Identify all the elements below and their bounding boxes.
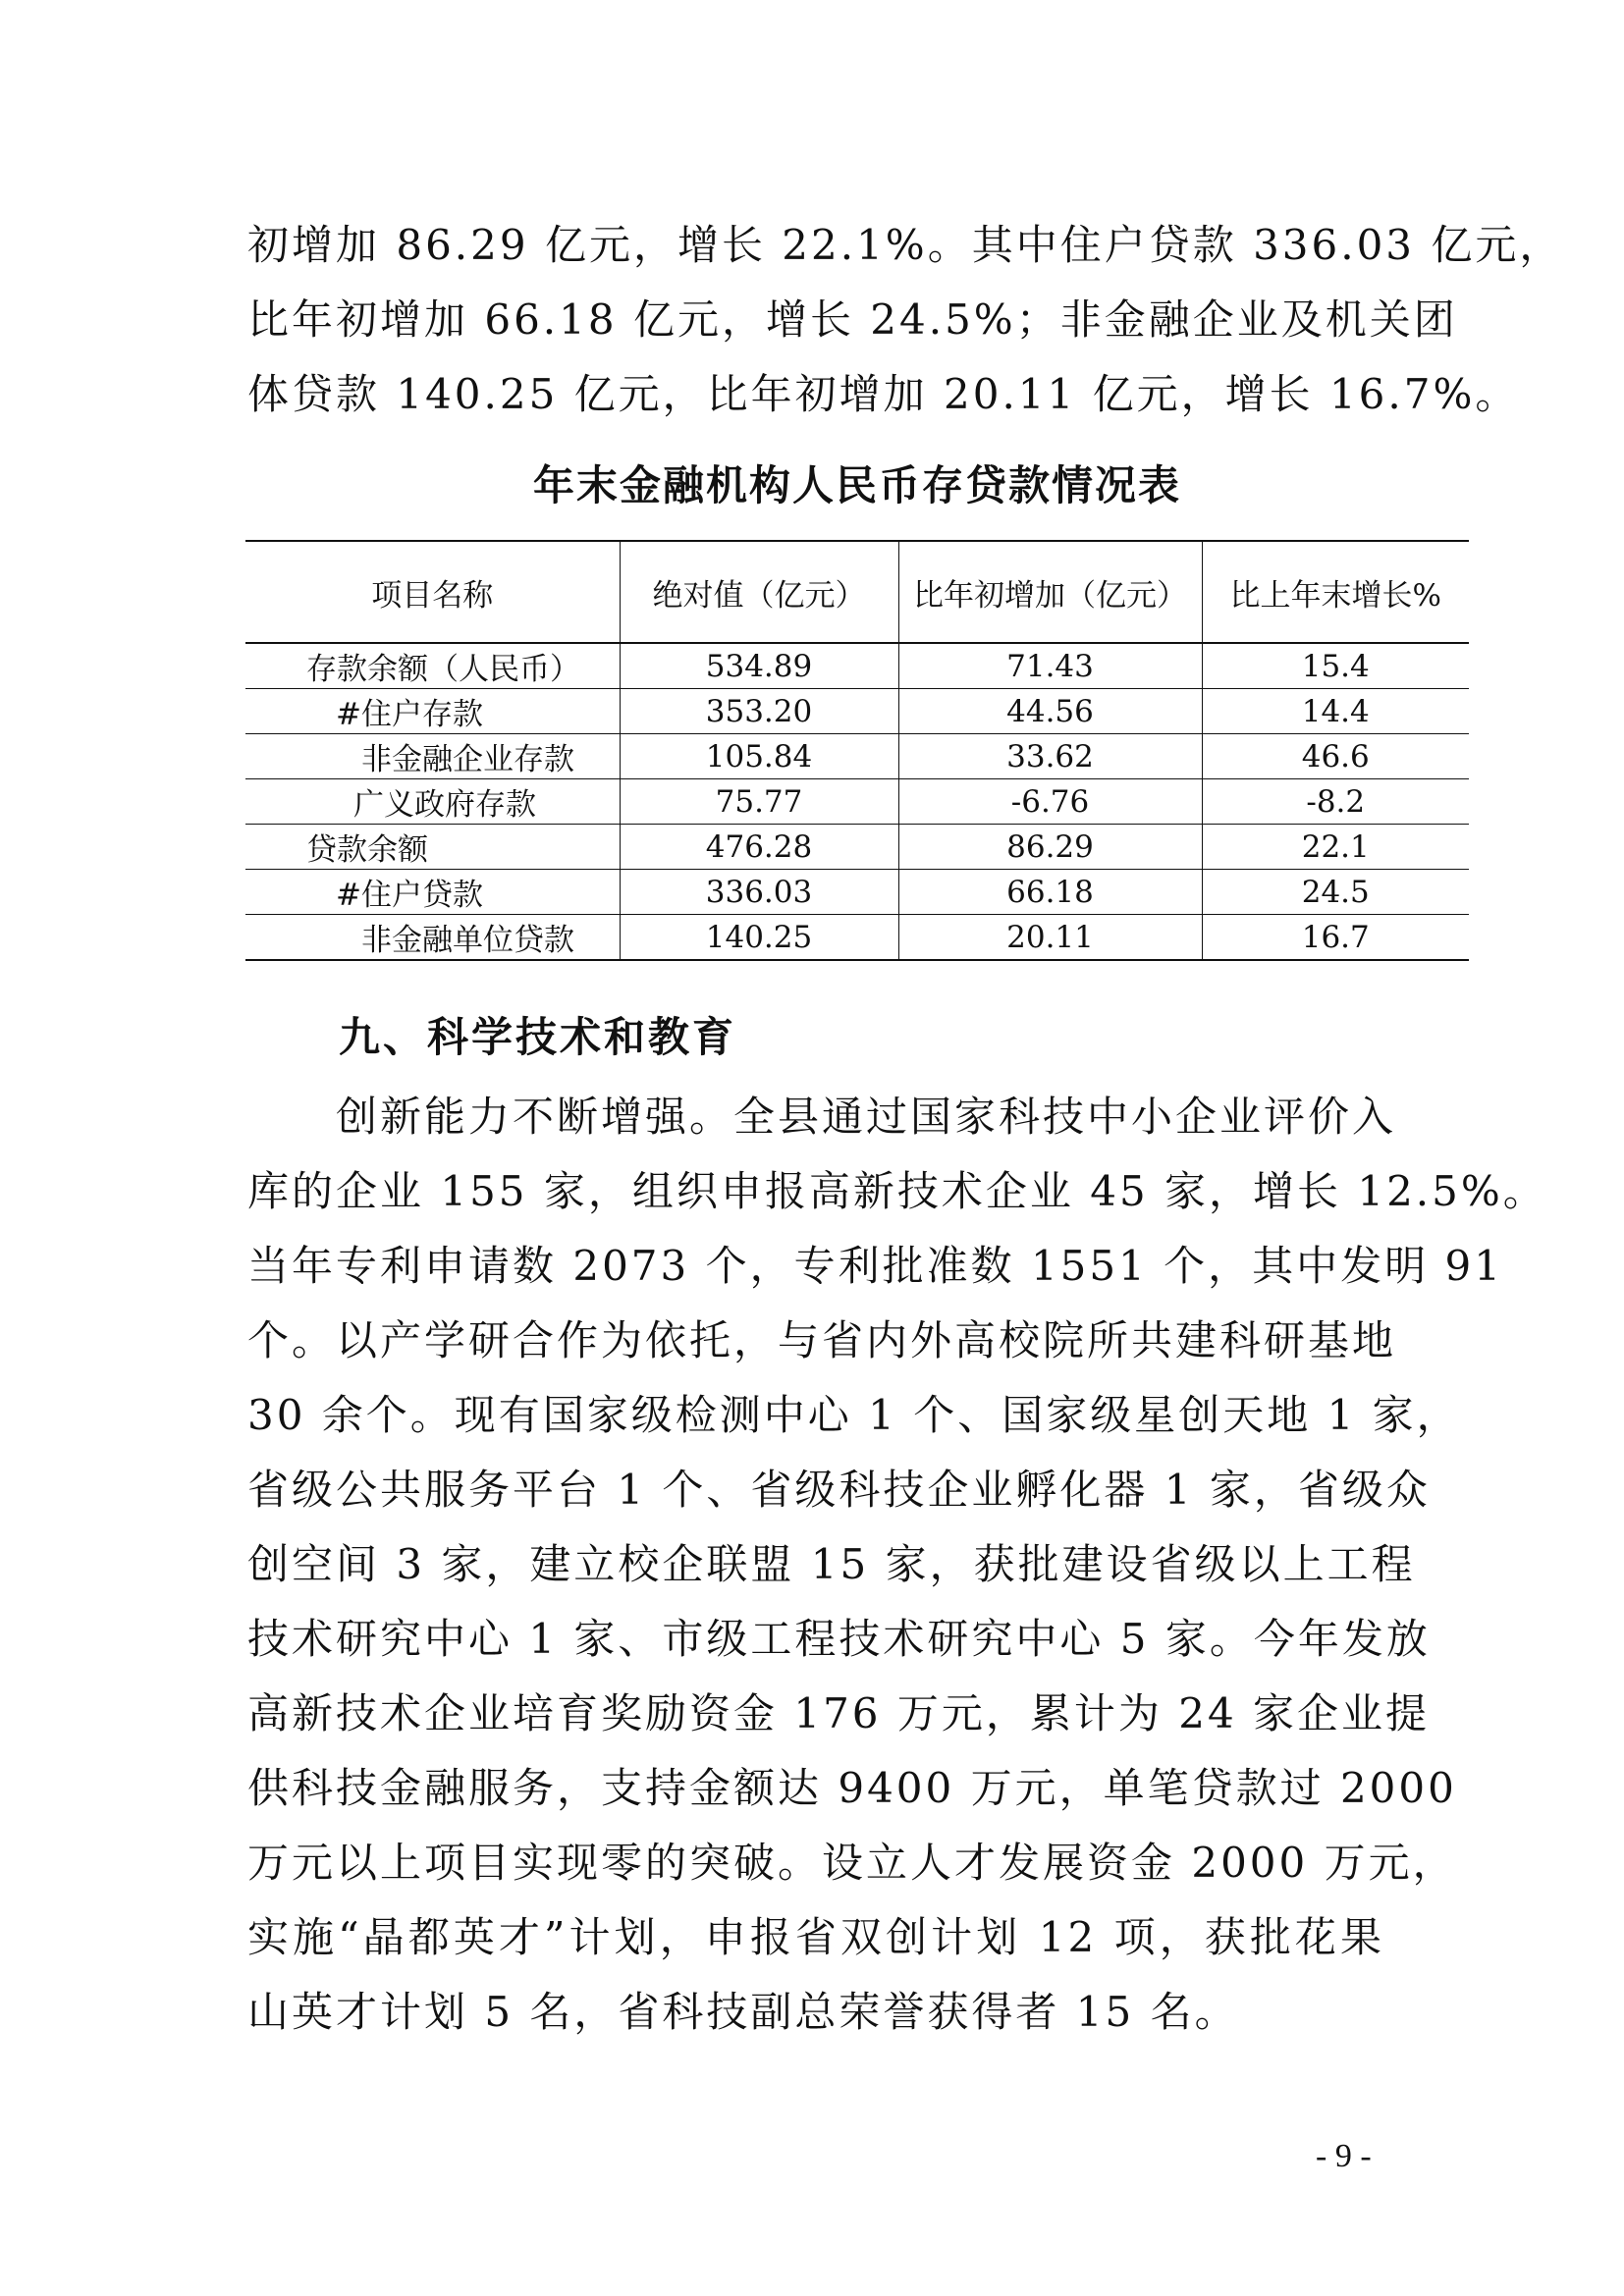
- row-absolute: 336.03: [620, 870, 898, 915]
- row-absolute: 534.89: [620, 643, 898, 689]
- header-increase: 比年初增加（亿元）: [898, 541, 1202, 643]
- header-absolute-value: 绝对值（亿元）: [620, 541, 898, 643]
- text-line: 技术研究中心 1 家、市级工程技术研究中心 5 家。今年发放: [247, 1615, 1431, 1663]
- table-row: [245, 915, 1469, 961]
- row-increase: 20.11: [898, 915, 1202, 961]
- text-line: 创空间 3 家，建立校企联盟 15 家，获批建设省级以上工程: [247, 1540, 1416, 1588]
- text-line: 省级公共服务平台 1 个、省级科技企业孵化器 1 家，省级众: [247, 1466, 1431, 1514]
- text-line: 创新能力不断增强。全县通过国家科技中小企业评价入: [247, 1093, 1397, 1141]
- row-absolute: 75.77: [620, 779, 898, 825]
- row-name: 非金融单位贷款: [245, 915, 620, 961]
- row-increase: -6.76: [898, 779, 1202, 825]
- row-absolute: 353.20: [620, 689, 898, 734]
- table-row: [245, 689, 1469, 734]
- header-growth: 比上年末增长%: [1202, 541, 1469, 643]
- row-absolute: 476.28: [620, 825, 898, 870]
- table-row: [245, 825, 1469, 870]
- text-line: 高新技术企业培育奖励资金 176 万元，累计为 24 家企业提: [247, 1689, 1431, 1737]
- page-number: - 9 -: [1316, 2138, 1372, 2174]
- text-line: 个。以产学研合作为依托，与省内外高校院所共建科研基地: [247, 1316, 1397, 1364]
- section-heading: 九、科学技术和教育: [339, 1013, 737, 1061]
- row-growth: -8.2: [1202, 779, 1469, 825]
- text-line: 初增加 86.29 亿元，增长 22.1%。其中住户贷款 336.03 亿元，: [247, 221, 1564, 269]
- table-title: 年末金融机构人民币存贷款情况表: [532, 461, 1181, 509]
- table-row: [245, 870, 1469, 915]
- row-increase: 71.43: [898, 643, 1202, 689]
- header-item-name: 项目名称: [245, 541, 620, 643]
- row-growth: 14.4: [1202, 689, 1469, 734]
- text-line: 比年初增加 66.18 亿元，增长 24.5%；非金融企业及机关团: [247, 295, 1458, 344]
- row-increase: 33.62: [898, 734, 1202, 779]
- row-increase: 44.56: [898, 689, 1202, 734]
- deposit-loan-table: [245, 540, 1469, 961]
- text-line: 山英才计划 5 名，省科技副总荣誉获得者 15 名。: [247, 1988, 1239, 2036]
- row-name: 广义政府存款: [245, 779, 620, 825]
- table-row: [245, 779, 1469, 825]
- intro-paragraph: [247, 208, 1564, 432]
- text-line: 当年专利申请数 2073 个，专利批准数 1551 个，其中发明 91: [247, 1242, 1503, 1290]
- row-absolute: 140.25: [620, 915, 898, 961]
- table-header-row: [245, 541, 1469, 643]
- text-line: 库的企业 155 家，组织申报高新技术企业 45 家，增长 12.5%。: [247, 1167, 1547, 1215]
- section-paragraph: [247, 1080, 1547, 2050]
- row-growth: 46.6: [1202, 734, 1469, 779]
- row-name: 贷款余额: [245, 825, 620, 870]
- table-row: [245, 643, 1469, 689]
- table-row: [245, 734, 1469, 779]
- row-name: 存款余额（人民币）: [245, 643, 620, 689]
- row-name: #住户存款: [245, 689, 620, 734]
- row-growth: 22.1: [1202, 825, 1469, 870]
- text-line: 30 余个。现有国家级检测中心 1 个、国家级星创天地 1 家，: [247, 1391, 1461, 1439]
- text-line: 万元以上项目实现零的突破。设立人才发展资金 2000 万元，: [247, 1839, 1457, 1887]
- text-line: 体贷款 140.25 亿元，比年初增加 20.11 亿元，增长 16.7%。: [247, 370, 1520, 418]
- row-absolute: 105.84: [620, 734, 898, 779]
- row-growth: 24.5: [1202, 870, 1469, 915]
- row-growth: 16.7: [1202, 915, 1469, 961]
- row-increase: 86.29: [898, 825, 1202, 870]
- row-increase: 66.18: [898, 870, 1202, 915]
- row-name: #住户贷款: [245, 870, 620, 915]
- row-growth: 15.4: [1202, 643, 1469, 689]
- text-line: 实施“晶都英才”计划，申报省双创计划 12 项，获批花果: [247, 1913, 1384, 1961]
- row-name: 非金融企业存款: [245, 734, 620, 779]
- text-line: 供科技金融服务，支持金额达 9400 万元，单笔贷款过 2000: [247, 1764, 1457, 1812]
